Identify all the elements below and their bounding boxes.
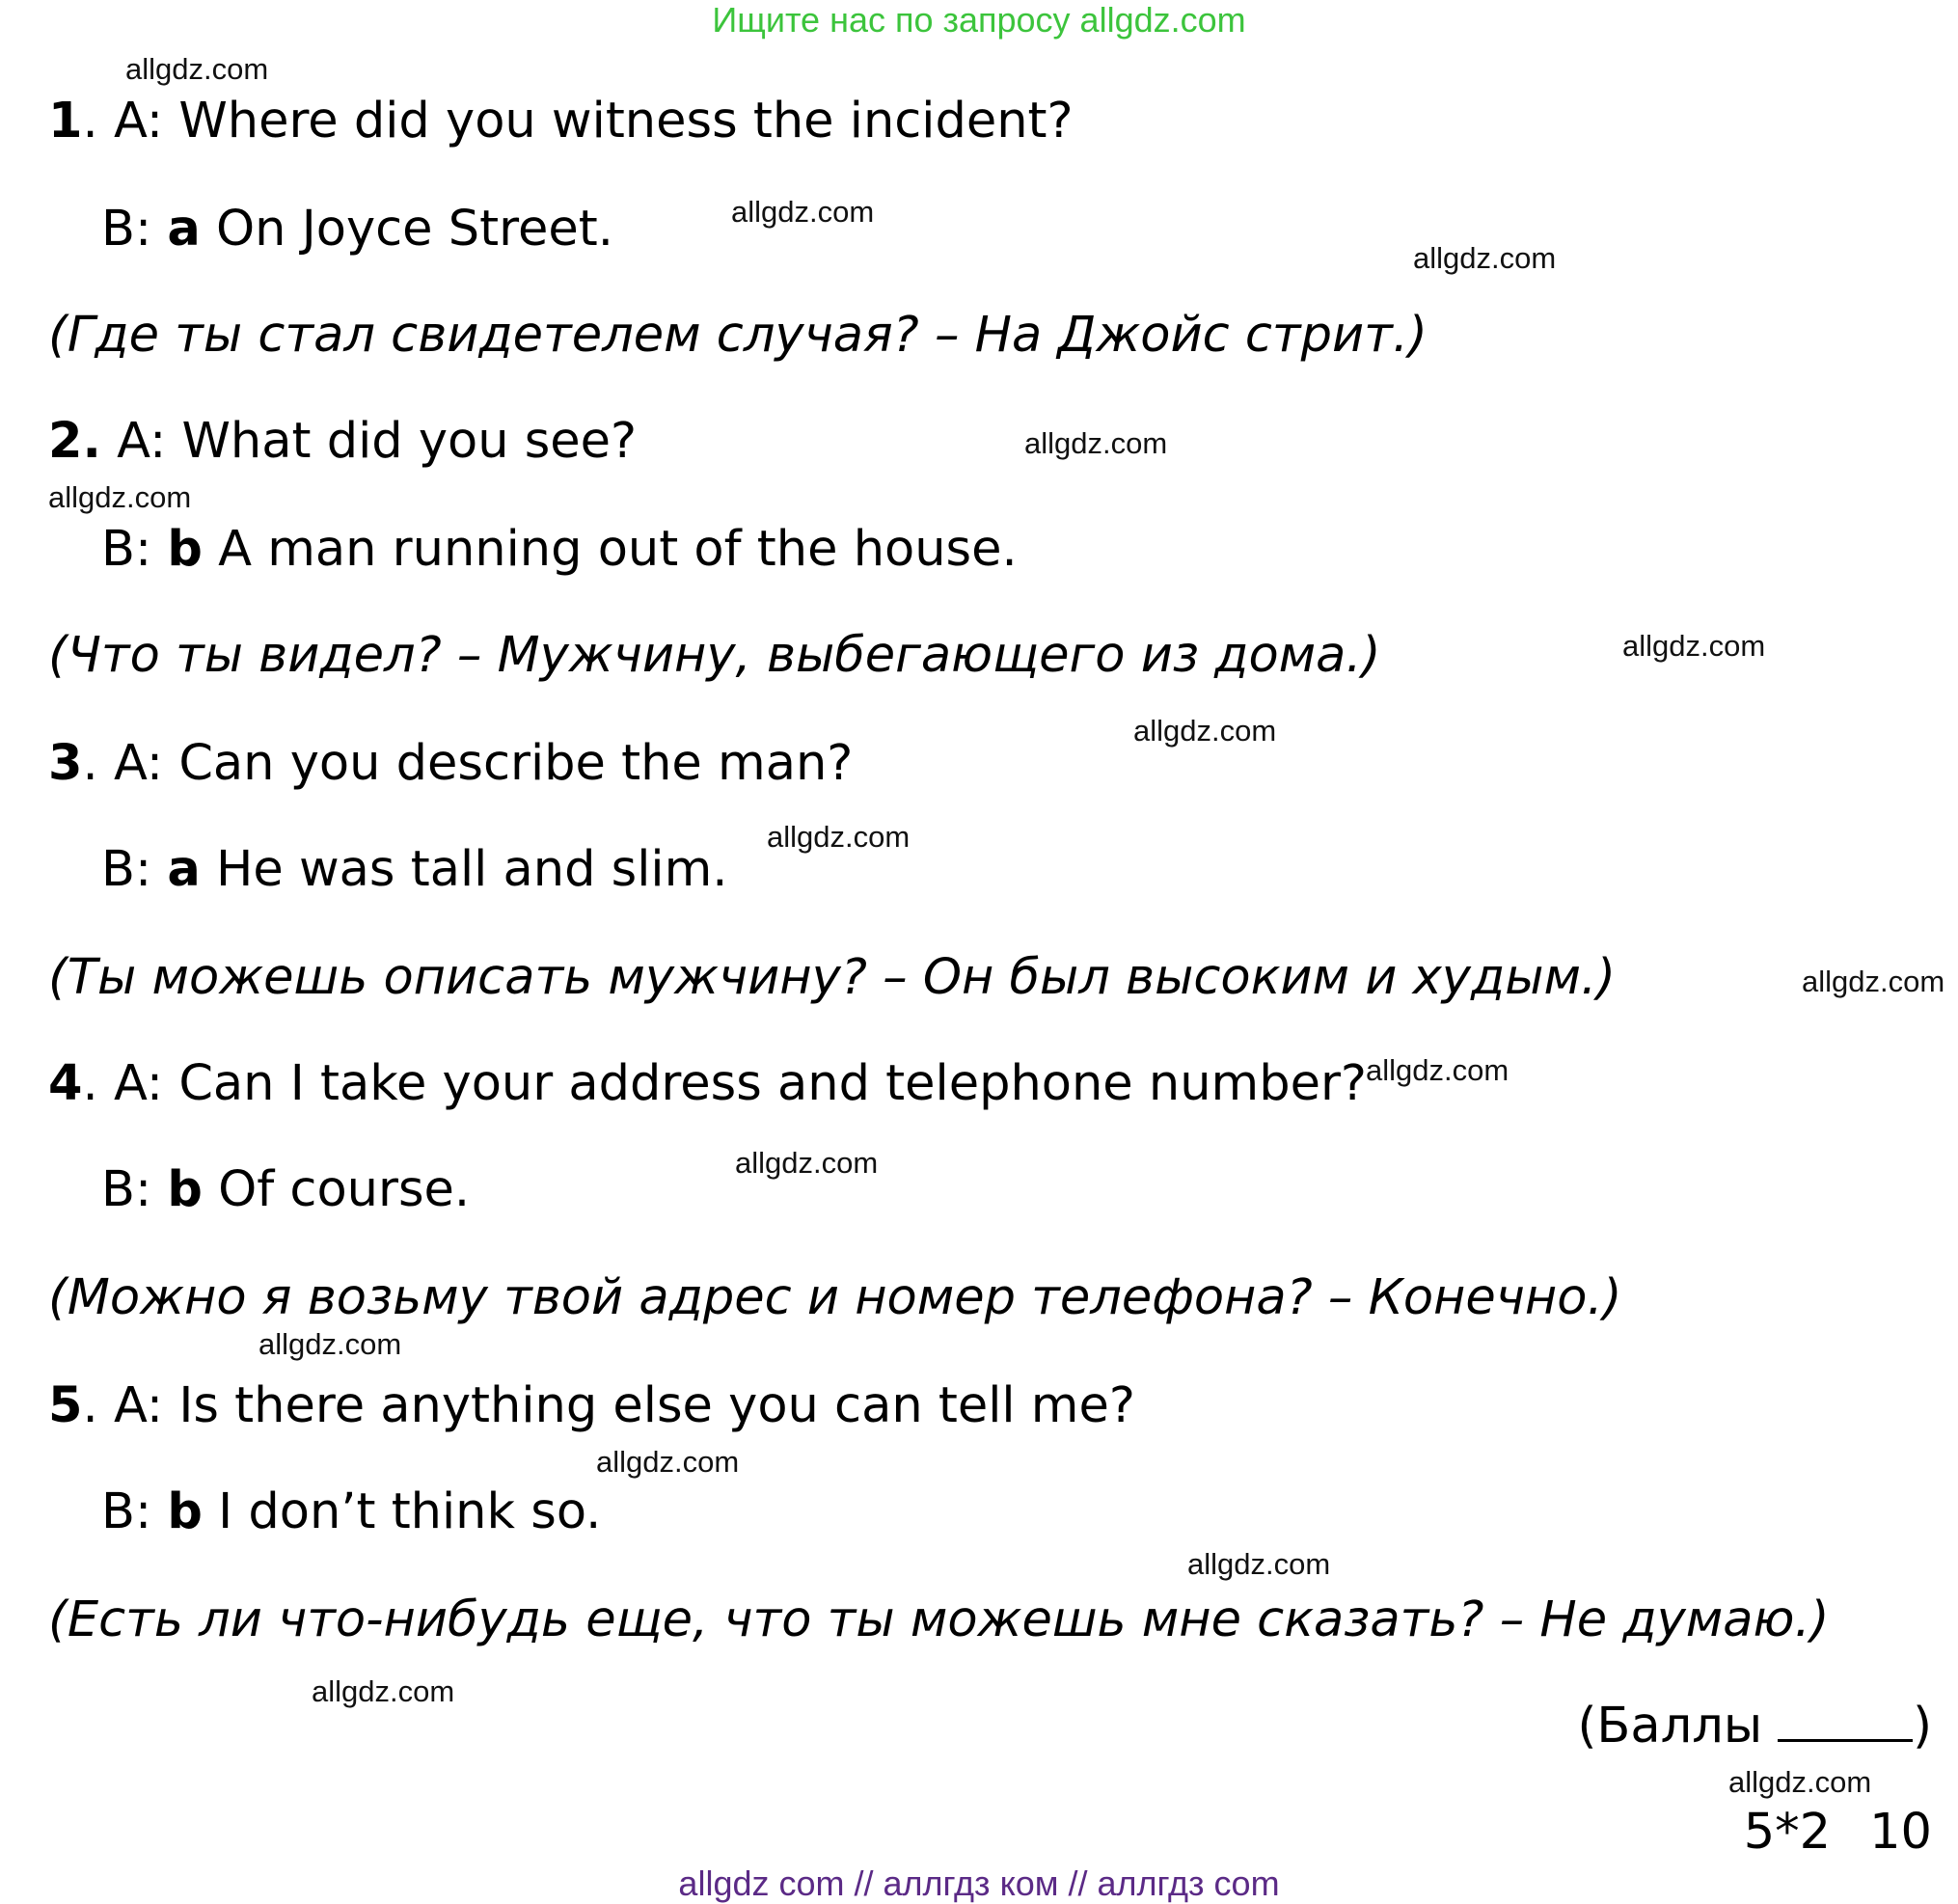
- answer-text: I don’t think so.: [202, 1483, 602, 1540]
- watermark: allgdz.com: [258, 1327, 402, 1361]
- question-1: [48, 93, 1074, 150]
- answer-option: b: [167, 1483, 203, 1540]
- separator: .: [82, 735, 114, 792]
- item-number: 3: [48, 735, 83, 792]
- answer-option: b: [167, 521, 203, 578]
- watermark: allgdz.com: [48, 480, 192, 514]
- answer-prefix: B:: [101, 1483, 168, 1540]
- answer-text: A man running out of the house.: [202, 521, 1018, 578]
- score-calc: [1744, 1804, 1932, 1861]
- question-5: [48, 1377, 1135, 1434]
- watermark: allgdz.com: [1366, 1053, 1509, 1087]
- answer-option: a: [167, 201, 201, 258]
- watermark: allgdz.com: [312, 1674, 455, 1708]
- watermark: allgdz.com: [735, 1146, 879, 1180]
- item-number: 4: [48, 1055, 83, 1112]
- watermark: allgdz.com: [125, 52, 269, 86]
- item-number: 1: [48, 93, 83, 150]
- question-3: [48, 735, 853, 792]
- question-text: A: What did you see?: [117, 413, 638, 470]
- translation-5: (Есть ли что-нибудь еще, что ты можешь мне сказать? – Не думаю.): [48, 1591, 1830, 1648]
- footer-links[interactable]: allgdz com // аллгдз ком // аллгдз com: [678, 1863, 1280, 1903]
- watermark: allgdz.com: [731, 195, 875, 229]
- answer-option: a: [167, 841, 201, 898]
- answer-4: [101, 1161, 470, 1218]
- translation-1: (Где ты стал свидетелем случая? – На Джойс стрит.): [48, 307, 1428, 364]
- question-4: [48, 1055, 1367, 1112]
- answer-5: [101, 1483, 601, 1540]
- score-line: [1577, 1698, 1932, 1754]
- score-label: (Баллы: [1577, 1698, 1763, 1754]
- score-blank[interactable]: [1778, 1700, 1913, 1742]
- answer-text: On Joyce Street.: [200, 201, 613, 258]
- calc-total: 10: [1869, 1804, 1932, 1861]
- answer-2: [101, 521, 1018, 578]
- item-number: 5: [48, 1377, 83, 1434]
- separator: .: [82, 1055, 114, 1112]
- question-text: A: Can you describe the man?: [113, 735, 854, 792]
- question-2: [48, 413, 637, 470]
- watermark: allgdz.com: [1802, 965, 1945, 998]
- watermark: allgdz.com: [1622, 629, 1766, 663]
- answer-prefix: B:: [101, 1161, 168, 1218]
- answer-prefix: B:: [101, 841, 168, 898]
- answer-prefix: B:: [101, 521, 168, 578]
- header-link[interactable]: Ищите нас по запросу allgdz.com: [712, 0, 1246, 40]
- answer-prefix: B:: [101, 201, 168, 258]
- watermark: allgdz.com: [1133, 714, 1277, 748]
- answer-text: Of course.: [202, 1161, 471, 1218]
- separator: [101, 413, 117, 470]
- answer-text: He was tall and slim.: [200, 841, 728, 898]
- question-text: A: Where did you witness the incident?: [113, 93, 1074, 150]
- question-text: A: Can I take your address and telephone number?: [113, 1055, 1367, 1112]
- calc-expression: 5*2: [1743, 1804, 1832, 1861]
- answer-1: [101, 201, 613, 258]
- watermark: allgdz.com: [1187, 1547, 1331, 1581]
- score-close: ): [1913, 1698, 1932, 1754]
- question-text: A: Is there anything else you can tell me?: [113, 1377, 1135, 1434]
- separator: .: [82, 1377, 114, 1434]
- watermark: allgdz.com: [1024, 426, 1168, 460]
- translation-3: (Ты можешь описать мужчину? – Он был высоким и худым.): [48, 949, 1617, 1006]
- answer-3: [101, 841, 727, 898]
- translation-4: (Можно я возьму твой адрес и номер телефона? – Конечно.): [48, 1269, 1622, 1326]
- separator: .: [82, 93, 114, 150]
- translation-2: (Что ты видел? – Мужчину, выбегающего из дома.): [48, 627, 1381, 684]
- watermark: allgdz.com: [596, 1445, 740, 1479]
- item-number: 2.: [48, 413, 101, 470]
- watermark: allgdz.com: [1413, 241, 1557, 275]
- answer-option: b: [167, 1161, 203, 1218]
- watermark: allgdz.com: [767, 820, 911, 854]
- watermark: allgdz.com: [1728, 1765, 1872, 1799]
